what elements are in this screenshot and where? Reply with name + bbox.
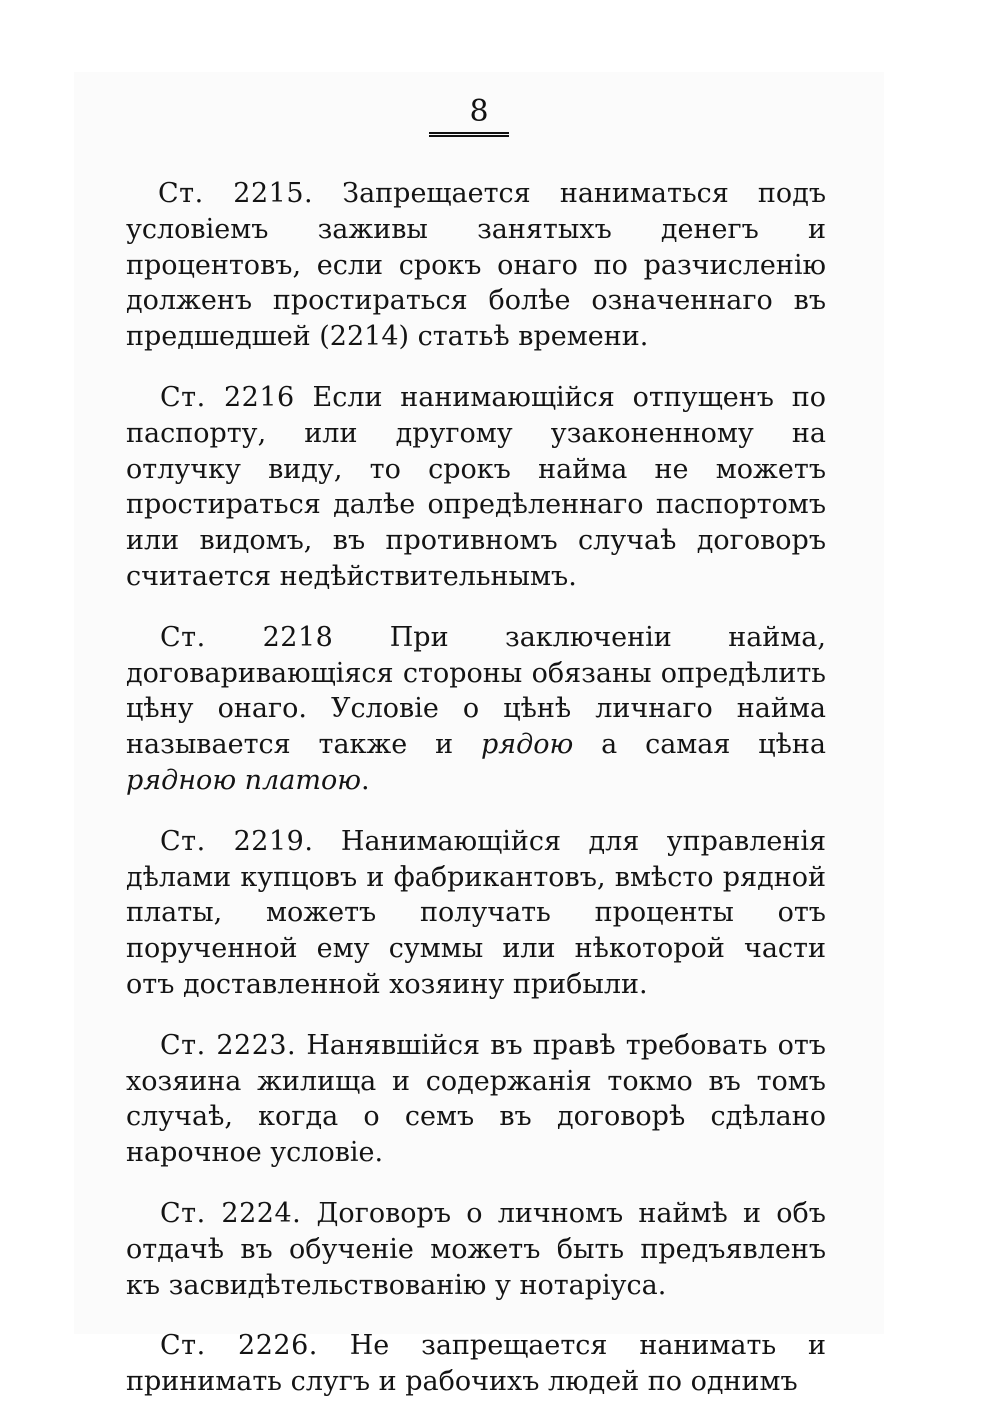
article-2218 bbox=[126, 620, 826, 799]
article-2223 bbox=[126, 1028, 826, 1171]
article-label: Ст. 2224. bbox=[160, 1197, 302, 1229]
article-text-end: . bbox=[360, 764, 370, 796]
book-page bbox=[74, 72, 884, 1398]
article-2224 bbox=[126, 1196, 826, 1303]
article-text-middle: а самая цѣна bbox=[601, 729, 827, 761]
article-2216 bbox=[126, 380, 826, 595]
article-text: При заключеніи найма, договаривающіяся стороны обязаны опредѣлить цѣну онаго. Условіе о цѣнѣ личнаго найма называется также и bbox=[126, 621, 826, 761]
article-label: Ст. 2226. bbox=[160, 1330, 318, 1362]
article-text: Нанявшійся въ правѣ требовать отъ хозяина жилища и содержанія токмо въ томъ случаѣ, когда о семъ въ договорѣ сдѣлано нарочное условіе. bbox=[126, 1029, 826, 1169]
article-text: Не запрещается нанимать и принимать слугъ и рабочихъ людей по однимъ bbox=[126, 1330, 826, 1398]
article-label: Ст. 2219. bbox=[160, 825, 314, 857]
article-text: Запрещается наниматься подъ условіемъ заживы занятыхъ денегъ и процентовъ, если срокъ онаго по разчисленію долженъ простираться болѣе означеннаго въ предшедшей (2214) статьѣ времени. bbox=[126, 178, 826, 353]
article-label: Ст. 2216 bbox=[160, 381, 295, 413]
italic-term-ryada: рядою bbox=[480, 729, 574, 761]
page-number-rule bbox=[429, 132, 509, 137]
article-2226 bbox=[126, 1328, 826, 1400]
article-label: Ст. 2223. bbox=[160, 1029, 297, 1061]
article-2219 bbox=[126, 824, 826, 1003]
article-label: Ст. 2218 bbox=[160, 621, 334, 653]
italic-term-ryadnaya-plata: рядною платою bbox=[126, 764, 361, 796]
article-text: Если нанимающійся отпущенъ по паспорту, или другому узаконенному на отлучку виду, то срокъ найма не можетъ простираться далѣе опредѣленнаго паспортомъ или видомъ, въ противномъ случаѣ договоръ считается недѣйствительнымъ. bbox=[126, 381, 826, 592]
article-2215 bbox=[126, 176, 826, 355]
article-label: Ст. 2215. bbox=[158, 178, 314, 209]
article-text: Договоръ о личномъ наймѣ и объ отдачѣ въ обученіе можетъ быть предъявленъ къ засвидѣтельствованію у нотаріуса. bbox=[126, 1197, 826, 1301]
article-text: Нанимающійся для управленія дѣлами купцовъ и фабрикантовъ, вмѣсто рядной платы, можетъ получать проценты отъ порученной ему суммы или нѣкоторой части отъ доставленной хозяину прибыли. bbox=[126, 825, 827, 1000]
page-number: 8 bbox=[469, 94, 489, 129]
page-text bbox=[126, 176, 826, 1425]
